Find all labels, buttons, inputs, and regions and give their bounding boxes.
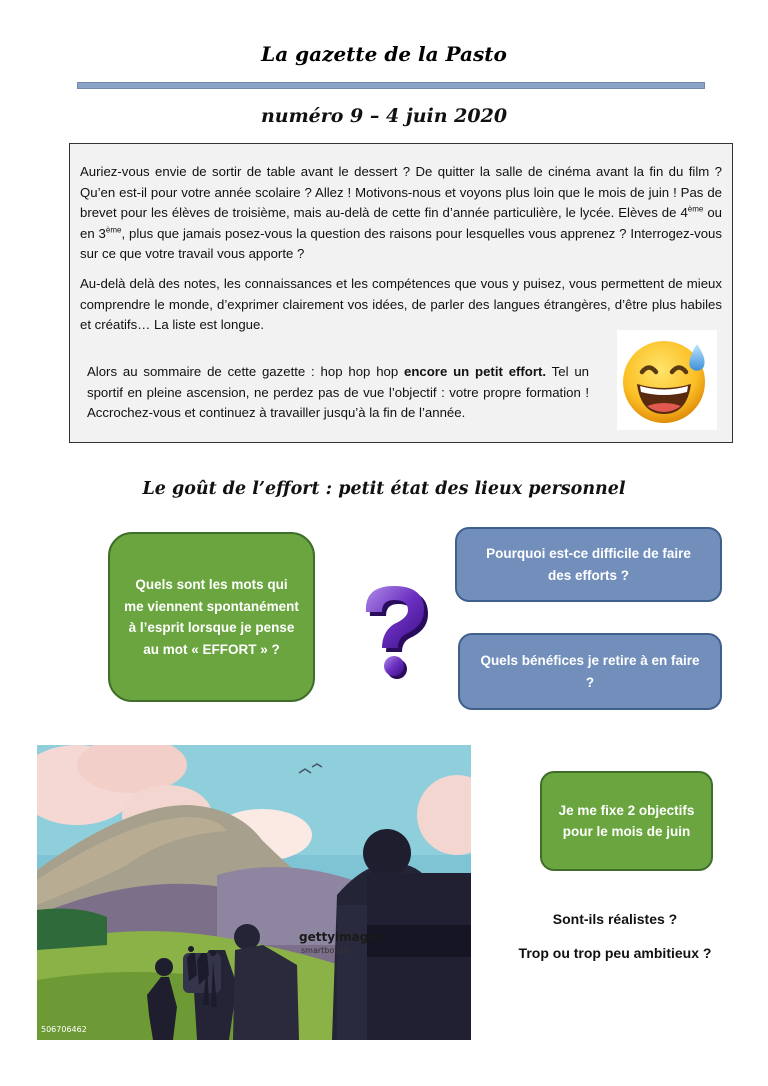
- intro-p3-b: Tel un sportif en pleine ascension, ne perdez pas de vue l’objectif : votre propre formation ! Accrochez-vous et continuez à travailler jusqu’à la fin de l’année.: [87, 364, 589, 420]
- intro-p1-c: , plus que jamais posez-vous la question des raisons pour lesquelles vous apprenez ? Interrogez-vous sur ce que votre travail vous apporte ?: [80, 225, 722, 261]
- question-ambitious: Trop ou trop peu ambitieux ?: [518, 945, 712, 961]
- issue-date: numéro 9 – 4 juin 2020: [260, 105, 508, 127]
- title-divider: [77, 82, 705, 89]
- intro-p1-b: ou en 3: [80, 205, 722, 241]
- superscript-3eme: ème: [105, 225, 122, 235]
- question-mark-icon: [352, 580, 436, 680]
- intro-paragraph-1: [80, 162, 722, 265]
- bubble-why-difficult: Pourquoi est-ce difficile de faire des efforts ?: [455, 527, 722, 602]
- intro-p3-a: Alors au sommaire de cette gazette : hop hop hop: [87, 364, 405, 379]
- bubble-effort-words: Quels sont les mots qui me viennent spontanément à l’esprit lorsque je pense au mot « EFFORT » ?: [108, 532, 315, 702]
- question-realistic: Sont-ils réalistes ?: [552, 911, 678, 927]
- bubble-goals: Je me fixe 2 objectifs pour le mois de juin: [540, 771, 713, 871]
- intro-p3-bold: encore un petit effort.: [404, 364, 547, 379]
- sweat-smile-emoji-icon: [617, 330, 717, 430]
- intro-box: [69, 143, 733, 443]
- superscript-4eme: ème: [687, 204, 704, 214]
- photo-credit: smartboy10: [301, 946, 350, 955]
- photo-watermark: gettyimages: [299, 930, 384, 944]
- intro-paragraph-2: Au-delà delà des notes, les connaissances et les compétences que vous y puisez, vous permettent de mieux comprendre le monde, d’exprimer clairement vos idées, de parler des langues étrangères, d’être plus habiles et créatifs… La liste est longue.: [80, 276, 722, 332]
- gazette-title: La gazette de la Pasto: [261, 42, 507, 66]
- intro-p1-a: Auriez-vous envie de sortir de table avant le dessert ? De quitter la salle de cinéma avant la fin du film ? Qu’en est-il pour votre année scolaire ? Allez ! Motivons-nous et voyons plus loin que le mois de juin ! Pas de brevet pour les élèves de troisième, mais au-delà de cette fin d’année particulière, le lycée. Elèves de 4: [80, 164, 722, 220]
- hikers-illustration: [37, 745, 471, 1040]
- intro-paragraph-3: [87, 362, 589, 424]
- section-title: Le goût de l’effort : petit état des lieux personnel: [142, 479, 626, 499]
- bubble-benefits: Quels bénéfices je retire à en faire ?: [458, 633, 722, 710]
- photo-id: 506706462: [41, 1025, 87, 1034]
